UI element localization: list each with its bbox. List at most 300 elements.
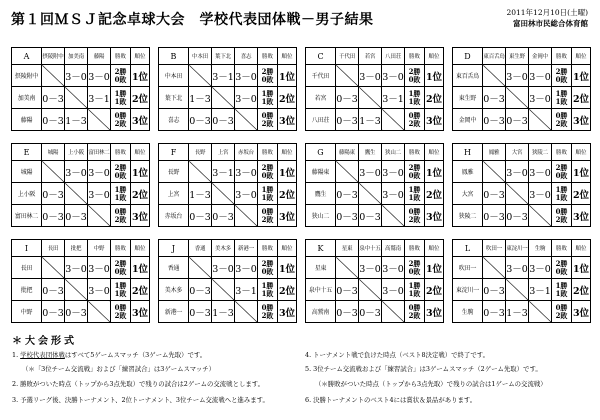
losses-count: 0敗 [261,266,274,276]
row-team-name: 星東 [306,257,336,279]
match-score: 3－0 [235,87,258,109]
header-team-name: 上宮 [212,144,235,161]
row-team-name: 摂陵附中 [12,65,42,87]
group-header-row [12,48,150,65]
group-header-row [12,240,150,257]
row-team-name: 藤陽東 [306,161,336,183]
group-letter: J [159,240,189,257]
header-team-name: 生駒 [529,240,552,257]
win-loss-record [258,161,278,183]
header-record-label: 勝敗 [111,144,131,161]
rule-4: 4. トーナメント戦で負けた時点（ベスト8決定戦）で終了です。 [305,351,489,359]
group-header-row [453,144,591,161]
match-score: 3－1 [88,87,111,109]
match-score: 3－0 [235,183,258,205]
match-score: 0－3 [506,109,529,131]
match-score: 3－0 [212,257,235,279]
result-row [159,279,297,301]
match-score: 1－3 [506,301,529,323]
self-match-cell [88,109,111,131]
group-letter: E [12,144,42,161]
result-row [453,301,591,323]
win-loss-record [405,161,425,183]
losses-count: 0敗 [555,170,568,180]
losses-count: 1敗 [114,192,127,202]
win-loss-record [111,65,131,87]
losses-count: 2敗 [261,214,274,224]
header-team-name: 東生野 [506,48,529,65]
match-score: 3－0 [529,65,552,87]
win-loss-record [405,205,425,227]
header-record-label: 勝敗 [552,144,572,161]
match-score: 0－3 [336,205,359,227]
header-rank-label: 順位 [278,48,297,65]
win-loss-record [552,161,572,183]
row-team-name: 高鷲南 [306,301,336,323]
match-score: 0－3 [336,301,359,323]
header-rank-label: 順位 [572,48,591,65]
header-rank-label: 順位 [425,144,444,161]
group-header-row [306,240,444,257]
result-row [159,257,297,279]
header-rank-label: 順位 [425,240,444,257]
win-loss-record [111,161,131,183]
team-rank: 2位 [131,183,150,205]
header-team-name: 長野 [189,144,212,161]
row-team-name: 吹田一 [453,257,483,279]
losses-count: 0敗 [555,74,568,84]
result-row [453,109,591,131]
group-f-table [158,143,297,227]
result-row [453,161,591,183]
match-score: 3－0 [65,65,88,87]
match-score: 0－3 [189,205,212,227]
team-rank: 1位 [425,257,444,279]
match-score: 0－3 [42,279,65,301]
group-header-row [453,48,591,65]
group-a-table [11,47,150,131]
row-team-name: 批把 [12,279,42,301]
row-team-name: 東生野 [453,87,483,109]
header-team-name: 鷹生 [359,144,382,161]
losses-count: 2敗 [408,310,421,320]
match-score: 1－3 [189,183,212,205]
rule-3: 3. 予選リーグ後、決勝トーナメント、2位トーナメント、3位チーム交流戦へと進みます。 [12,396,269,404]
team-rank: 1位 [572,65,591,87]
group-header-row [159,48,297,65]
win-loss-record [405,301,425,323]
team-rank: 2位 [278,183,297,205]
match-score: 3－0 [529,183,552,205]
header-team-name: 吹田一 [483,240,506,257]
match-score: 3－0 [506,161,529,183]
header-team-name: 高鷲南 [382,240,405,257]
header-team-name: 東百舌鳥 [483,48,506,65]
match-score: 3－0 [382,279,405,301]
win-loss-record [258,183,278,205]
result-row [306,301,444,323]
group-letter: I [12,240,42,257]
self-match-cell [506,87,529,109]
rule-1-number: 1. [12,351,21,359]
result-row [159,87,297,109]
win-loss-record [111,183,131,205]
row-team-name: 喜志 [159,109,189,131]
result-row [12,205,150,227]
result-row [453,65,591,87]
losses-count: 1敗 [261,96,274,106]
row-team-name: 八田荘 [306,109,336,131]
match-score: 3－1 [529,279,552,301]
losses-count: 1敗 [114,96,127,106]
result-row [453,183,591,205]
team-rank: 1位 [278,257,297,279]
match-score: 0－3 [359,205,382,227]
self-match-cell [212,279,235,301]
header-rank-label: 順位 [131,48,150,65]
header-team-name: 批把 [65,240,88,257]
losses-count: 1敗 [114,288,127,298]
group-letter: C [306,48,336,65]
result-row [306,257,444,279]
match-score: 0－3 [483,205,506,227]
self-match-cell [65,279,88,301]
wins-count: 2勝 [114,162,127,172]
losses-count: 2敗 [408,118,421,128]
win-loss-record [258,279,278,301]
win-loss-record [552,301,572,323]
wins-count: 0勝 [114,110,127,120]
row-team-name: 加美南 [12,87,42,109]
row-team-name: 鷹生 [306,183,336,205]
row-team-name: 長野 [159,161,189,183]
team-rank: 3位 [572,109,591,131]
match-score: 3－0 [65,161,88,183]
result-row [306,183,444,205]
losses-count: 0敗 [261,74,274,84]
header-record-label: 勝敗 [258,240,278,257]
match-score: 3－0 [88,183,111,205]
wins-count: 0勝 [261,206,274,216]
wins-count: 2勝 [555,162,568,172]
win-loss-record [405,65,425,87]
group-letter: L [453,240,483,257]
losses-count: 1敗 [555,288,568,298]
losses-count: 2敗 [408,214,421,224]
row-team-name: 葉下北 [159,87,189,109]
match-score: 0－3 [189,109,212,131]
header-team-name: 星東 [336,240,359,257]
header-rank-label: 順位 [278,240,297,257]
group-h-table [452,143,591,227]
match-score: 0－3 [189,301,212,323]
team-rank: 3位 [131,109,150,131]
win-loss-record [111,87,131,109]
header-rank-label: 順位 [278,144,297,161]
rules-heading: ＊大会形式 [12,336,77,347]
group-header-row [159,240,297,257]
win-loss-record [405,279,425,301]
team-rank: 1位 [131,161,150,183]
header-team-name: 中野 [88,240,111,257]
group-k-table [305,239,444,323]
losses-count: 2敗 [555,214,568,224]
header-team-name: 金岡中 [529,48,552,65]
result-row [453,87,591,109]
self-match-cell [42,257,65,279]
header-team-name: 千代田 [336,48,359,65]
team-rank: 3位 [425,301,444,323]
group-header-row [159,144,297,161]
row-team-name: 東百舌鳥 [453,65,483,87]
wins-count: 1勝 [261,280,274,290]
losses-count: 2敗 [555,118,568,128]
match-score: 3－0 [359,161,382,183]
match-score: 3－0 [359,65,382,87]
wins-count: 0勝 [408,206,421,216]
header-team-name: 狭山二 [382,144,405,161]
match-score: 0－3 [483,109,506,131]
header-record-label: 勝敗 [258,48,278,65]
losses-count: 1敗 [408,96,421,106]
group-l-table [452,239,591,323]
group-j-table [158,239,297,323]
match-score: 0－3 [336,109,359,131]
match-score: 0－3 [189,279,212,301]
self-match-cell [42,65,65,87]
losses-count: 0敗 [114,266,127,276]
match-score: 3－0 [88,65,111,87]
match-score: 0－3 [212,205,235,227]
wins-count: 1勝 [114,184,127,194]
losses-count: 2敗 [261,118,274,128]
win-loss-record [405,109,425,131]
group-e-table [11,143,150,227]
group-i-table [11,239,150,323]
self-match-cell [235,109,258,131]
result-row [453,279,591,301]
result-row [306,161,444,183]
header-record-label: 勝敗 [111,48,131,65]
wins-count: 1勝 [408,184,421,194]
row-team-name: 東淀川一 [453,279,483,301]
team-rank: 1位 [425,65,444,87]
match-score: 3－0 [88,279,111,301]
row-team-name: 泉中十五 [306,279,336,301]
header-rank-label: 順位 [425,48,444,65]
group-letter: B [159,48,189,65]
result-row [453,205,591,227]
self-match-cell [382,109,405,131]
header-rank-label: 順位 [572,144,591,161]
losses-count: 1敗 [555,96,568,106]
team-rank: 2位 [572,183,591,205]
header-team-name: 赤坂台 [235,144,258,161]
group-d-table [452,47,591,131]
match-score: 3－0 [65,257,88,279]
losses-count: 2敗 [114,118,127,128]
result-row [12,183,150,205]
win-loss-record [258,257,278,279]
group-c-table [305,47,444,131]
win-loss-record [552,109,572,131]
rule-1 [12,350,206,359]
self-match-cell [529,109,552,131]
team-rank: 3位 [425,109,444,131]
rule-1-emphasis: 学校代表団体戦 [20,351,65,359]
rule-1-text: はすべて5ゲームスマッチ（3ゲーム先取）です。 [64,351,207,359]
wins-count: 1勝 [555,88,568,98]
match-score: 0－3 [42,205,65,227]
result-row [12,161,150,183]
header-record-label: 勝敗 [405,48,425,65]
self-match-cell [529,205,552,227]
result-row [159,205,297,227]
wins-count: 2勝 [114,258,127,268]
result-row [12,87,150,109]
match-score: 1－3 [212,301,235,323]
self-match-cell [235,205,258,227]
self-match-cell [359,183,382,205]
wins-count: 1勝 [408,88,421,98]
header-team-name: 喜志 [235,48,258,65]
losses-count: 1敗 [261,192,274,202]
wins-count: 2勝 [408,66,421,76]
self-match-cell [483,257,506,279]
team-rank: 2位 [278,87,297,109]
rule-6: 6. 決勝トーナメントのベスト4には賞状＆景品があります。 [305,396,477,404]
header-rank-label: 順位 [131,144,150,161]
team-rank: 3位 [572,205,591,227]
team-rank: 2位 [572,279,591,301]
row-team-name: 香通 [159,257,189,279]
team-rank: 1位 [131,257,150,279]
self-match-cell [189,161,212,183]
match-score: 3－0 [529,87,552,109]
win-loss-record [552,257,572,279]
team-rank: 1位 [278,65,297,87]
header-team-name: 八田荘 [382,48,405,65]
wins-count: 1勝 [261,184,274,194]
header-record-label: 勝敗 [258,144,278,161]
header-record-label: 勝敗 [405,144,425,161]
match-score: 0－3 [65,301,88,323]
team-rank: 2位 [572,87,591,109]
win-loss-record [258,301,278,323]
match-score: 0－3 [483,183,506,205]
header-team-name: 上小阪 [65,144,88,161]
team-rank: 3位 [131,301,150,323]
self-match-cell [212,87,235,109]
wins-count: 2勝 [555,258,568,268]
team-rank: 2位 [425,279,444,301]
header-team-name: 美木多 [212,240,235,257]
wins-count: 0勝 [408,110,421,120]
win-loss-record [405,257,425,279]
row-team-name: 城陽 [12,161,42,183]
row-team-name: 狭陵二 [453,205,483,227]
losses-count: 2敗 [114,214,127,224]
losses-count: 0敗 [261,170,274,180]
row-team-name: 上小阪 [12,183,42,205]
self-match-cell [189,65,212,87]
header-team-name: 藤陽 [88,48,111,65]
match-score: 3－0 [529,161,552,183]
header-team-name: 藤陽東 [336,144,359,161]
wins-count: 2勝 [261,162,274,172]
match-score: 3－0 [382,257,405,279]
match-score: 1－3 [359,109,382,131]
result-row [12,65,150,87]
page-title: 第１回ＭＳＪ記念卓球大会 学校代表団体戦－男子結果 [11,12,374,28]
header-team-name: 東淀川一 [506,240,529,257]
header-team-name: 加美南 [65,48,88,65]
row-team-name: 新港一 [159,301,189,323]
result-row [306,279,444,301]
wins-count: 2勝 [555,66,568,76]
wins-count: 1勝 [114,88,127,98]
win-loss-record [111,301,131,323]
self-match-cell [506,183,529,205]
group-header-row [453,240,591,257]
row-team-name: 大宮 [453,183,483,205]
rule-5: 5. 3位チーム交流戦および「練習試合」は3ゲームスマッチ（2ゲーム先取）です。 [305,365,542,373]
win-loss-record [258,205,278,227]
wins-count: 2勝 [261,258,274,268]
row-team-name: 若宮 [306,87,336,109]
win-loss-record [258,109,278,131]
self-match-cell [88,301,111,323]
losses-count: 1敗 [408,288,421,298]
team-rank: 3位 [425,205,444,227]
wins-count: 1勝 [114,280,127,290]
wins-count: 1勝 [555,184,568,194]
wins-count: 0勝 [114,206,127,216]
win-loss-record [258,65,278,87]
header-team-name: 大宮 [506,144,529,161]
result-row [159,109,297,131]
self-match-cell [382,301,405,323]
row-team-name: 狭山二 [306,205,336,227]
match-score: 0－3 [506,205,529,227]
header-team-name: 若宮 [359,48,382,65]
result-row [306,65,444,87]
match-score: 0－3 [42,183,65,205]
match-score: 3－0 [359,257,382,279]
losses-count: 1敗 [555,192,568,202]
match-score: 0－3 [42,109,65,131]
match-score: 3－0 [382,65,405,87]
win-loss-record [111,205,131,227]
group-letter: G [306,144,336,161]
losses-count: 2敗 [555,310,568,320]
rule-5-note: （＊勝敗がついた時点（トップから3点先取）で残りの試合は1ゲームの交流戦） [315,380,547,388]
header-team-name: 泉中十五 [359,240,382,257]
row-team-name: 藤陽 [12,109,42,131]
result-row [159,65,297,87]
match-score: 3－0 [235,65,258,87]
row-team-name: 長田 [12,257,42,279]
self-match-cell [336,257,359,279]
match-score: 3－1 [382,87,405,109]
header-team-name: 城陽 [42,144,65,161]
group-b-table [158,47,297,131]
team-rank: 3位 [131,205,150,227]
match-score: 0－3 [336,279,359,301]
match-score: 3－0 [506,257,529,279]
group-results-grid [11,47,590,323]
match-score: 3－0 [382,161,405,183]
